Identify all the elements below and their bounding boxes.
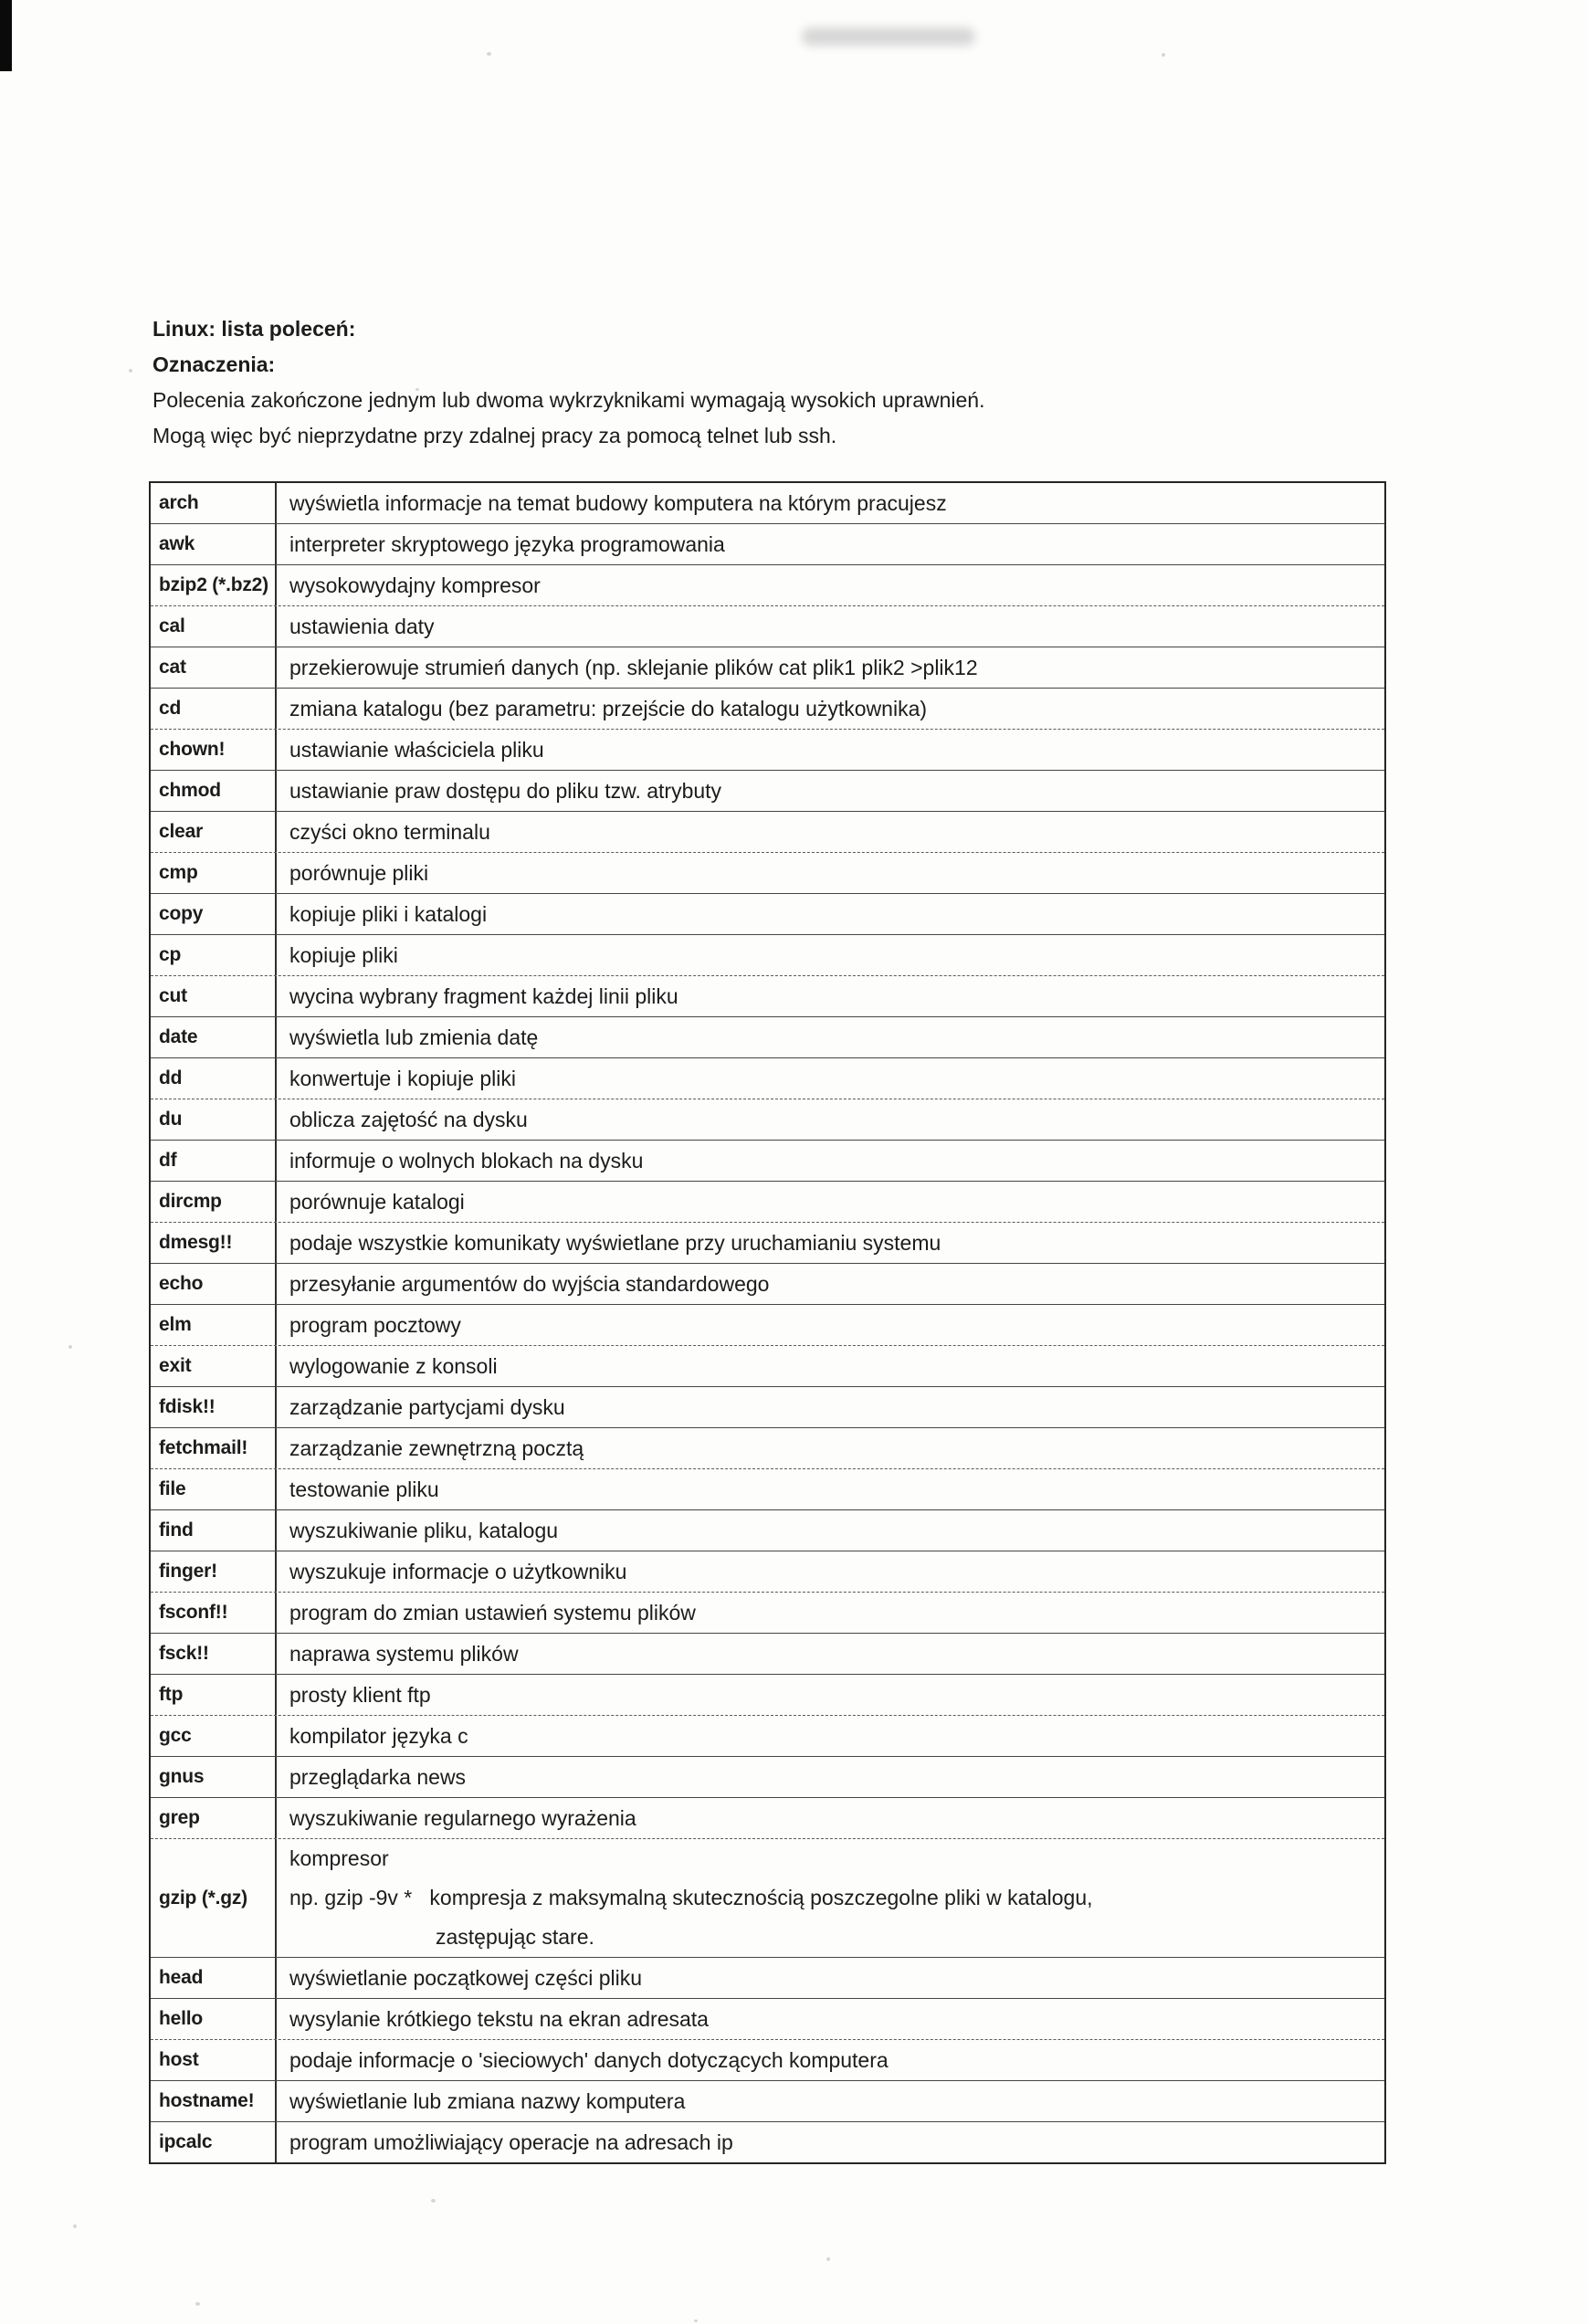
- scan-speck: [694, 2319, 698, 2322]
- table-row: [151, 935, 1384, 976]
- description-cell: [277, 1593, 1384, 1633]
- description-cell: [277, 853, 1384, 893]
- command-cell: echo: [151, 1264, 277, 1304]
- table-row: [151, 894, 1384, 935]
- command-cell: hello: [151, 1999, 277, 2039]
- table-row: [151, 1839, 1384, 1958]
- description-cell: [277, 771, 1384, 811]
- command-cell: gcc: [151, 1716, 277, 1756]
- description-cell: [277, 524, 1384, 564]
- header-note-line: Mogą więc być nieprzydatne przy zdalnej pracy za pomocą telnet lub ssh.: [152, 424, 837, 447]
- description-line: porównuje katalogi: [289, 1189, 465, 1214]
- command-cell: finger!: [151, 1551, 277, 1592]
- table-row: [151, 1675, 1384, 1716]
- description-line: wyszukuje informacje o użytkowniku: [289, 1559, 627, 1583]
- description-line: podaje informacje o 'sieciowych' danych dotyczących komputera: [289, 2047, 889, 2072]
- table-row: [151, 1264, 1384, 1305]
- description-cell: [277, 1469, 1384, 1509]
- description-cell: [277, 812, 1384, 852]
- description-cell: [277, 935, 1384, 975]
- description-line: naprawa systemu plików: [289, 1641, 519, 1666]
- description-line: przeglądarka news: [289, 1764, 467, 1789]
- description-line: program do zmian ustawień systemu plików: [289, 1600, 696, 1625]
- description-line: wyświetla informacje na temat budowy komputera na którym pracujesz: [289, 490, 947, 515]
- table-row: [151, 1346, 1384, 1387]
- document-subtitle: Oznaczenia:: [152, 352, 276, 376]
- description-line: konwertuje i kopiuje pliki: [289, 1066, 517, 1090]
- command-cell: awk: [151, 524, 277, 564]
- command-cell: dd: [151, 1058, 277, 1099]
- description-line: wyszukiwanie regularnego wyrażenia: [289, 1805, 636, 1830]
- description-cell: [277, 1634, 1384, 1674]
- table-row: [151, 1634, 1384, 1675]
- command-cell: bzip2 (*.bz2): [151, 565, 277, 605]
- command-cell: find: [151, 1510, 277, 1551]
- description-cell: [277, 1058, 1384, 1099]
- description-line: interpreter skryptowego języka programowania: [289, 531, 725, 556]
- description-line: wycina wybrany fragment każdej linii pliku: [289, 983, 678, 1008]
- command-cell: cmp: [151, 853, 277, 893]
- table-row: [151, 1223, 1384, 1264]
- command-cell: elm: [151, 1305, 277, 1345]
- scan-speck: [1162, 53, 1165, 57]
- command-cell: file: [151, 1469, 277, 1509]
- commands-table-body: [151, 483, 1384, 2162]
- description-line: kopiuje pliki i katalogi: [289, 901, 488, 926]
- table-row: [151, 730, 1384, 771]
- table-row: [151, 853, 1384, 894]
- table-row: [151, 1593, 1384, 1634]
- command-cell: df: [151, 1141, 277, 1181]
- command-cell: head: [151, 1958, 277, 1998]
- table-row: [151, 1999, 1384, 2040]
- description-cell: [277, 647, 1384, 688]
- description-line: podaje wszystkie komunikaty wyświetlane przy uruchamianiu systemu: [289, 1230, 941, 1255]
- table-row: [151, 1428, 1384, 1469]
- table-row: [151, 2122, 1384, 2162]
- command-cell: dircmp: [151, 1182, 277, 1222]
- table-row: [151, 1757, 1384, 1798]
- description-line: ustawienia daty: [289, 614, 435, 638]
- description-line: ustawianie praw dostępu do pliku tzw. atrybuty: [289, 778, 722, 803]
- description-line: zmiana katalogu (bez parametru: przejście do katalogu użytkownika): [289, 696, 928, 720]
- description-line: zarządzanie partycjami dysku: [289, 1394, 565, 1419]
- command-cell: cd: [151, 689, 277, 729]
- description-cell: [277, 1387, 1384, 1427]
- description-line: testowanie pliku: [289, 1477, 439, 1501]
- description-line: informuje o wolnych blokach na dysku: [289, 1148, 644, 1173]
- command-cell: arch: [151, 483, 277, 523]
- scan-speck: [826, 2257, 830, 2261]
- command-cell: date: [151, 1017, 277, 1057]
- description-cell: [277, 1428, 1384, 1468]
- table-row: [151, 771, 1384, 812]
- description-cell: [277, 1346, 1384, 1386]
- description-line: wyświetlanie lub zmiana nazwy komputera: [289, 2088, 686, 2113]
- description-cell: [277, 1017, 1384, 1057]
- description-line: czyści okno terminalu: [289, 819, 490, 844]
- table-row: [151, 606, 1384, 647]
- description-line: wyświetla lub zmienia datę: [289, 1025, 539, 1049]
- description-line: wylogowanie z konsoli: [289, 1353, 498, 1378]
- description-line: program umożliwiający operacje na adresach ip: [289, 2129, 733, 2154]
- description-line: przekierowuje strumień danych (np. sklejanie plików cat plik1 plik2 >plik12: [289, 655, 978, 679]
- description-line: zarządzanie zewnętrzną pocztą: [289, 1435, 584, 1460]
- document-title: Linux: lista poleceń:: [152, 317, 356, 341]
- table-row: [151, 976, 1384, 1017]
- table-row: [151, 1182, 1384, 1223]
- description-cell: [277, 1223, 1384, 1263]
- command-cell: fdisk!!: [151, 1387, 277, 1427]
- commands-table: [149, 481, 1386, 2164]
- command-cell: host: [151, 2040, 277, 2080]
- description-line: ustawianie właściciela pliku: [289, 737, 544, 762]
- table-row: [151, 2081, 1384, 2122]
- description-line: kopiuje pliki: [289, 942, 398, 967]
- scan-speck: [129, 369, 132, 373]
- table-row: [151, 1058, 1384, 1099]
- description-line: przesyłanie argumentów do wyjścia standardowego: [289, 1271, 770, 1296]
- description-cell: [277, 606, 1384, 647]
- description-cell: [277, 1999, 1384, 2039]
- table-row: [151, 1551, 1384, 1593]
- command-cell: gzip (*.gz): [151, 1839, 277, 1957]
- description-cell: [277, 1141, 1384, 1181]
- description-line: prosty klient ftp: [289, 1682, 431, 1707]
- description-cell: [277, 1798, 1384, 1838]
- description-cell: [277, 483, 1384, 523]
- description-line: wyszukiwanie pliku, katalogu: [289, 1518, 559, 1542]
- scan-corner-mark: [0, 0, 12, 71]
- command-cell: ipcalc: [151, 2122, 277, 2162]
- description-cell: [277, 1182, 1384, 1222]
- description-line: oblicza zajętość na dysku: [289, 1107, 528, 1131]
- description-cell: [277, 1264, 1384, 1304]
- command-cell: du: [151, 1099, 277, 1140]
- description-cell: [277, 1551, 1384, 1592]
- command-cell: cal: [151, 606, 277, 647]
- table-row: [151, 1716, 1384, 1757]
- scan-speck: [431, 2199, 436, 2203]
- command-cell: fetchmail!: [151, 1428, 277, 1468]
- table-row: [151, 1469, 1384, 1510]
- description-line: kompresor: [289, 1846, 389, 1870]
- scan-speck: [487, 52, 491, 56]
- scan-speck: [195, 2302, 200, 2306]
- description-line: program pocztowy: [289, 1312, 461, 1337]
- table-row: [151, 1958, 1384, 1999]
- command-cell: chown!: [151, 730, 277, 770]
- table-row: [151, 1387, 1384, 1428]
- document-header: [152, 311, 1431, 454]
- description-cell: [277, 1757, 1384, 1797]
- table-row: [151, 524, 1384, 565]
- description-line: wyświetlanie początkowej części pliku: [289, 1965, 643, 1990]
- command-cell: cp: [151, 935, 277, 975]
- command-cell: grep: [151, 1798, 277, 1838]
- table-row: [151, 1305, 1384, 1346]
- command-cell: hostname!: [151, 2081, 277, 2121]
- command-cell: fsck!!: [151, 1634, 277, 1674]
- table-row: [151, 647, 1384, 689]
- description-cell: [277, 1675, 1384, 1715]
- description-cell: [277, 1099, 1384, 1140]
- command-cell: dmesg!!: [151, 1223, 277, 1263]
- description-line: zastępując stare.: [436, 1925, 594, 1949]
- table-row: [151, 483, 1384, 524]
- table-row: [151, 1141, 1384, 1182]
- command-cell: cut: [151, 976, 277, 1016]
- table-row: [151, 565, 1384, 606]
- header-note-line: Polecenia zakończone jednym lub dwoma wykrzyknikami wymagają wysokich uprawnień.: [152, 388, 985, 412]
- scan-smudge: [802, 27, 975, 46]
- command-cell: clear: [151, 812, 277, 852]
- description-cell: [277, 1305, 1384, 1345]
- description-cell: [277, 689, 1384, 729]
- description-cell: [277, 1958, 1384, 1998]
- table-row: [151, 1798, 1384, 1839]
- description-cell: [277, 1716, 1384, 1756]
- table-row: [151, 689, 1384, 730]
- description-cell: [277, 2040, 1384, 2080]
- description-cell: [277, 976, 1384, 1016]
- command-cell: copy: [151, 894, 277, 934]
- description-cell: [277, 1510, 1384, 1551]
- command-cell: fsconf!!: [151, 1593, 277, 1633]
- command-cell: exit: [151, 1346, 277, 1386]
- command-cell: chmod: [151, 771, 277, 811]
- description-cell: [277, 565, 1384, 605]
- table-row: [151, 1017, 1384, 1058]
- description-line: kompilator języka c: [289, 1723, 468, 1748]
- description-cell: [277, 1839, 1384, 1957]
- command-cell: ftp: [151, 1675, 277, 1715]
- scan-speck: [68, 1345, 72, 1349]
- table-row: [151, 1099, 1384, 1141]
- description-line: np. gzip -9v * kompresja z maksymalną skutecznością poszczegolne pliki w katalogu,: [289, 1886, 1093, 1909]
- table-row: [151, 812, 1384, 853]
- description-cell: [277, 2081, 1384, 2121]
- description-line: porównuje pliki: [289, 860, 429, 885]
- command-cell: cat: [151, 647, 277, 688]
- description-line: wysylanie krótkiego tekstu na ekran adresata: [289, 2006, 709, 2031]
- description-cell: [277, 2122, 1384, 2162]
- description-cell: [277, 730, 1384, 770]
- table-row: [151, 2040, 1384, 2081]
- description-cell: [277, 894, 1384, 934]
- command-cell: gnus: [151, 1757, 277, 1797]
- description-line: wysokowydajny kompresor: [289, 573, 541, 597]
- table-row: [151, 1510, 1384, 1551]
- scan-speck: [73, 2224, 77, 2228]
